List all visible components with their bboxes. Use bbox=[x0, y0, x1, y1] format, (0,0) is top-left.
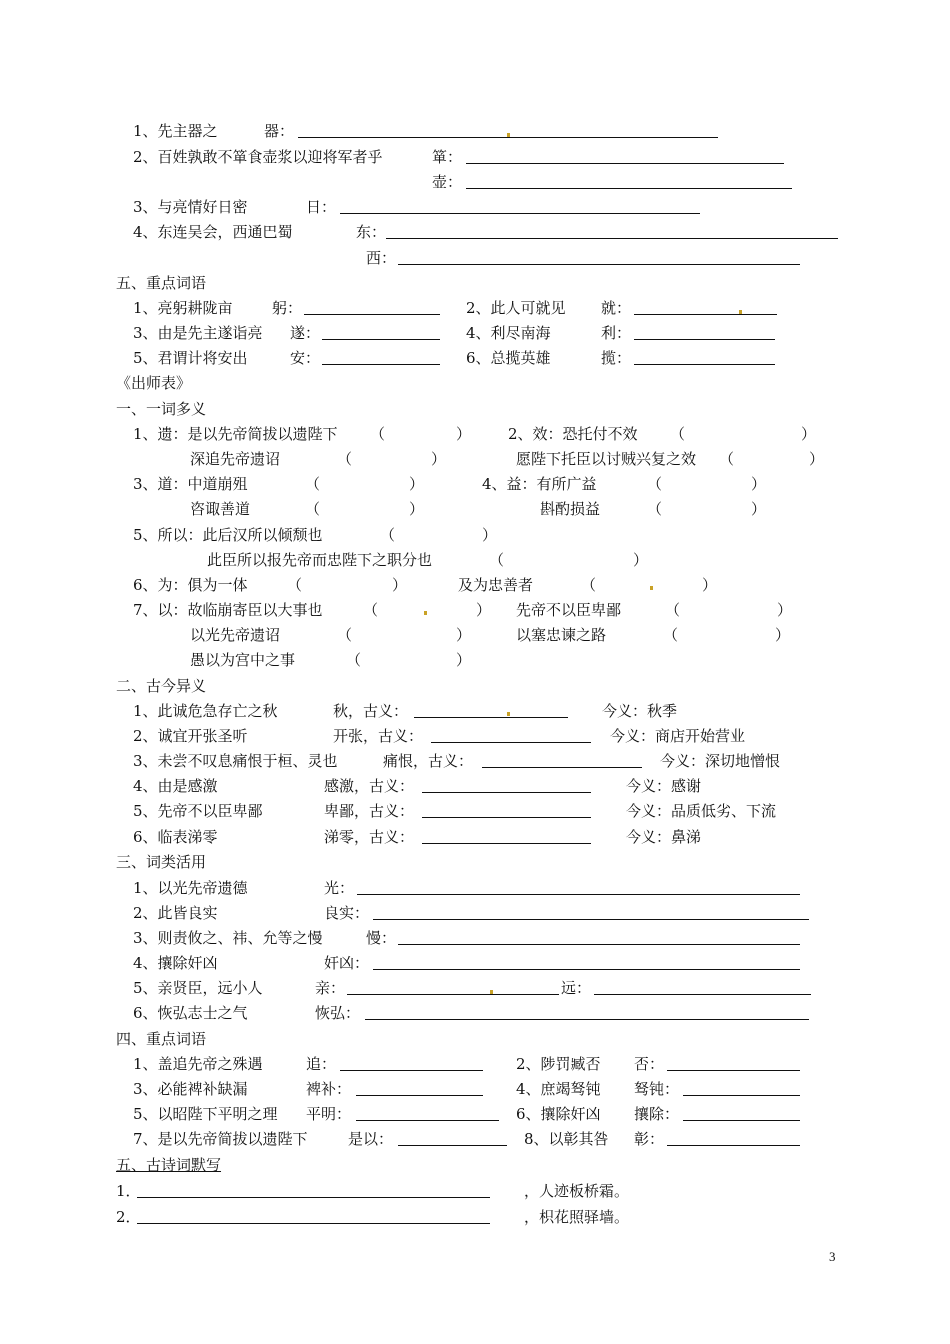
modern-meaning: 今义：感谢 bbox=[626, 777, 702, 795]
paren-open[interactable]: （ bbox=[647, 475, 663, 493]
answer-blank[interactable] bbox=[422, 843, 591, 844]
section-heading: 一、一词多义 bbox=[116, 400, 207, 418]
item-4-label-2: 西： bbox=[366, 249, 397, 267]
answer-blank[interactable] bbox=[365, 1019, 809, 1020]
paren-close: ） bbox=[801, 425, 817, 443]
answer-blank[interactable] bbox=[634, 314, 777, 315]
answer-blank[interactable] bbox=[356, 1120, 499, 1121]
ancient-label: 开张，古义： bbox=[333, 727, 424, 745]
modern-meaning: 今义：品质低劣、下流 bbox=[626, 802, 777, 820]
word-label: 平明： bbox=[306, 1105, 352, 1123]
answer-blank[interactable] bbox=[414, 717, 568, 718]
usage-label: 亲： bbox=[315, 979, 346, 997]
item-1: 1、先主器之 bbox=[133, 122, 218, 140]
answer-blank[interactable] bbox=[422, 817, 591, 818]
usage-label: 慢： bbox=[366, 929, 397, 947]
answer-blank[interactable] bbox=[357, 894, 800, 895]
paren-close: ） bbox=[775, 626, 791, 644]
word-item: 4、庶竭驽钝 bbox=[516, 1080, 601, 1098]
usage-label: 奸凶： bbox=[324, 954, 370, 972]
usage-item: 4、攘除奸凶 bbox=[133, 954, 218, 972]
ancient-label: 痛恨，古义： bbox=[383, 752, 474, 770]
item-2-label-1: 箪： bbox=[432, 148, 463, 166]
answer-blank[interactable] bbox=[398, 264, 800, 265]
answer-blank[interactable] bbox=[322, 339, 440, 340]
word-label: 驽钝： bbox=[634, 1080, 680, 1098]
paren-open[interactable]: （ bbox=[665, 601, 681, 619]
word-label: 躬： bbox=[272, 299, 303, 317]
polysemy-item: 深追先帝遗诏 bbox=[190, 450, 281, 468]
item-2: 2、百姓孰敢不箪食壶浆以迎将军者乎 bbox=[133, 148, 383, 166]
usage-label: 远： bbox=[561, 979, 592, 997]
polysemy-item: 以光先帝遗诏 bbox=[190, 626, 281, 644]
polysemy-item: 斟酌损益 bbox=[540, 500, 601, 518]
item-2-label-2: 壶： bbox=[432, 173, 463, 191]
recite-line: ，枳花照驿墙。 bbox=[524, 1208, 630, 1226]
paren-open[interactable]: （ bbox=[581, 576, 597, 594]
paren-close: ） bbox=[809, 450, 825, 468]
paren-close: ） bbox=[476, 601, 492, 619]
mark-dot bbox=[490, 990, 493, 994]
section-heading: 五、古诗词默写 bbox=[116, 1156, 222, 1174]
section-heading: 三、词类活用 bbox=[116, 853, 207, 871]
paren-close: ） bbox=[482, 526, 498, 544]
word-label: 攘除： bbox=[634, 1105, 680, 1123]
paren-open[interactable]: （ bbox=[647, 500, 663, 518]
lesson-title: 《出师表》 bbox=[116, 374, 192, 392]
polysemy-item: 7、以：故临崩寄臣以大事也 bbox=[133, 601, 323, 619]
answer-blank[interactable] bbox=[373, 919, 809, 920]
word-item: 5、君谓计将安出 bbox=[133, 349, 248, 367]
paren-close: ） bbox=[456, 425, 472, 443]
paren-open[interactable]: （ bbox=[346, 651, 362, 669]
polysemy-item: 愚以为宫中之事 bbox=[190, 651, 296, 669]
paren-open[interactable]: （ bbox=[380, 526, 396, 544]
polysemy-item: 先帝不以臣卑鄙 bbox=[516, 601, 622, 619]
paren-close: ） bbox=[777, 601, 793, 619]
paren-open[interactable]: （ bbox=[370, 425, 386, 443]
word-label: 安： bbox=[290, 349, 321, 367]
section-heading: 五、重点词语 bbox=[116, 274, 207, 292]
answer-blank[interactable] bbox=[431, 742, 591, 743]
paren-close: ） bbox=[456, 626, 472, 644]
word-item: 1、亮躬耕陇亩 bbox=[133, 299, 233, 317]
ancient-item: 4、由是感激 bbox=[133, 777, 218, 795]
modern-meaning: 今义：深切地憎恨 bbox=[660, 752, 781, 770]
recite-number: 2． bbox=[116, 1208, 141, 1226]
paren-open[interactable]: （ bbox=[337, 450, 353, 468]
answer-blank[interactable] bbox=[298, 137, 718, 138]
answer-blank[interactable] bbox=[398, 1145, 507, 1146]
word-item: 3、由是先主遂诣亮 bbox=[133, 324, 263, 342]
polysemy-item: 咨诹善道 bbox=[190, 500, 251, 518]
answer-blank[interactable] bbox=[322, 364, 440, 365]
section-heading: 四、重点词语 bbox=[116, 1030, 207, 1048]
paren-open[interactable]: （ bbox=[363, 601, 379, 619]
paren-open[interactable]: （ bbox=[663, 626, 679, 644]
answer-blank[interactable] bbox=[422, 792, 591, 793]
answer-blank[interactable] bbox=[683, 1120, 800, 1121]
word-label: 遂： bbox=[290, 324, 321, 342]
answer-blank[interactable] bbox=[356, 1095, 483, 1096]
mark-dot bbox=[424, 611, 427, 615]
ancient-label: 秋，古义： bbox=[333, 702, 409, 720]
polysemy-item: 1、遗：是以先帝简拔以遗陛下 bbox=[133, 425, 338, 443]
polysemy-item: 以塞忠谏之路 bbox=[516, 626, 607, 644]
polysemy-item: 愿陛下托臣以讨贼兴复之效 bbox=[516, 450, 697, 468]
polysemy-item: 5、所以：此后汉所以倾颓也 bbox=[133, 526, 323, 544]
ancient-item: 3、未尝不叹息痛恨于桓、灵也 bbox=[133, 752, 338, 770]
word-item: 4、利尽南海 bbox=[466, 324, 551, 342]
paren-open[interactable]: （ bbox=[287, 576, 303, 594]
answer-blank[interactable] bbox=[634, 364, 775, 365]
answer-blank[interactable] bbox=[482, 767, 642, 768]
paren-open[interactable]: （ bbox=[305, 500, 321, 518]
usage-item: 2、此皆良实 bbox=[133, 904, 218, 922]
answer-blank[interactable] bbox=[466, 163, 784, 164]
word-item: 3、必能裨补缺漏 bbox=[133, 1080, 248, 1098]
recite-line: ，人迹板桥霜。 bbox=[524, 1182, 630, 1200]
answer-blank[interactable] bbox=[304, 314, 440, 315]
answer-blank[interactable] bbox=[667, 1145, 800, 1146]
paren-close: ） bbox=[456, 651, 472, 669]
word-item: 6、攘除奸凶 bbox=[516, 1105, 601, 1123]
polysemy-item: 6、为：俱为一体 bbox=[133, 576, 248, 594]
answer-blank[interactable] bbox=[340, 213, 700, 214]
word-label: 追： bbox=[306, 1055, 337, 1073]
answer-blank[interactable] bbox=[594, 994, 811, 995]
mark-dot bbox=[650, 586, 653, 590]
answer-blank[interactable] bbox=[373, 969, 800, 970]
word-label: 否： bbox=[634, 1055, 665, 1073]
usage-item: 3、则责攸之、祎、允等之慢 bbox=[133, 929, 323, 947]
paren-close: ） bbox=[431, 450, 447, 468]
word-item: 8、以彰其咎 bbox=[524, 1130, 609, 1148]
paren-close: ） bbox=[751, 500, 767, 518]
ancient-item: 2、诚宜开张圣听 bbox=[133, 727, 248, 745]
word-item: 2、陟罚臧否 bbox=[516, 1055, 601, 1073]
answer-blank[interactable] bbox=[340, 1070, 483, 1071]
word-label: 揽： bbox=[601, 349, 632, 367]
mark-dot bbox=[739, 310, 742, 314]
word-item: 5、以昭陛下平明之理 bbox=[133, 1105, 278, 1123]
polysemy-item: 3、道：中道崩殂 bbox=[133, 475, 248, 493]
polysemy-item: 及为忠善者 bbox=[458, 576, 534, 594]
word-item: 7、是以先帝简拔以遗陛下 bbox=[133, 1130, 308, 1148]
word-label: 利： bbox=[601, 324, 632, 342]
answer-blank[interactable] bbox=[683, 1095, 800, 1096]
usage-label: 良实： bbox=[324, 904, 370, 922]
paren-open[interactable]: （ bbox=[489, 551, 505, 569]
usage-label: 光： bbox=[324, 879, 355, 897]
answer-blank[interactable] bbox=[137, 1223, 490, 1224]
answer-blank[interactable] bbox=[466, 188, 792, 189]
mark-dot bbox=[507, 133, 510, 137]
paren-close: ） bbox=[633, 551, 649, 569]
page-number: 3 bbox=[829, 1249, 836, 1264]
ancient-label: 卑鄙，古义： bbox=[324, 802, 415, 820]
ancient-item: 5、先帝不以臣卑鄙 bbox=[133, 802, 263, 820]
answer-blank[interactable] bbox=[667, 1070, 800, 1071]
word-item: 2、此人可就见 bbox=[466, 299, 566, 317]
item-3: 3、与亮情好日密 bbox=[133, 198, 248, 216]
paren-open[interactable]: （ bbox=[305, 475, 321, 493]
item-4: 4、东连吴会，西通巴蜀 bbox=[133, 223, 293, 241]
answer-blank[interactable] bbox=[347, 994, 559, 995]
answer-blank[interactable] bbox=[398, 944, 800, 945]
paren-open[interactable]: （ bbox=[337, 626, 353, 644]
ancient-item: 6、临表涕零 bbox=[133, 828, 218, 846]
mark-dot bbox=[507, 712, 510, 716]
word-item: 1、盖追先帝之殊遇 bbox=[133, 1055, 263, 1073]
answer-blank[interactable] bbox=[634, 339, 775, 340]
word-label: 就： bbox=[601, 299, 632, 317]
item-4-label-1: 东： bbox=[356, 223, 387, 241]
paren-open[interactable]: （ bbox=[670, 425, 686, 443]
item-1-label: 器： bbox=[264, 122, 295, 140]
paren-close: ） bbox=[409, 500, 425, 518]
modern-meaning: 今义：鼻涕 bbox=[626, 828, 702, 846]
usage-label: 恢弘： bbox=[315, 1004, 361, 1022]
usage-item: 5、亲贤臣，远小人 bbox=[133, 979, 263, 997]
item-3-label: 日： bbox=[306, 198, 337, 216]
word-label: 彰： bbox=[634, 1130, 665, 1148]
usage-item: 1、以光先帝遗德 bbox=[133, 879, 248, 897]
paren-close: ） bbox=[702, 576, 718, 594]
answer-blank[interactable] bbox=[137, 1197, 490, 1198]
paren-close: ） bbox=[392, 576, 408, 594]
word-label: 是以： bbox=[348, 1130, 394, 1148]
modern-meaning: 今义：秋季 bbox=[602, 702, 678, 720]
polysemy-item: 4、益：有所广益 bbox=[482, 475, 597, 493]
paren-open[interactable]: （ bbox=[719, 450, 735, 468]
usage-item: 6、恢弘志士之气 bbox=[133, 1004, 248, 1022]
modern-meaning: 今义：商店开始营业 bbox=[610, 727, 746, 745]
ancient-label: 感激，古义： bbox=[324, 777, 415, 795]
ancient-label: 涕零，古义： bbox=[324, 828, 415, 846]
word-item: 6、总揽英雄 bbox=[466, 349, 551, 367]
polysemy-item: 2、效：恐托付不效 bbox=[508, 425, 638, 443]
ancient-item: 1、此诚危急存亡之秋 bbox=[133, 702, 278, 720]
polysemy-item: 此臣所以报先帝而忠陛下之职分也 bbox=[207, 551, 433, 569]
paren-close: ） bbox=[751, 475, 767, 493]
section-heading: 二、古今异义 bbox=[116, 677, 207, 695]
word-label: 裨补： bbox=[306, 1080, 352, 1098]
recite-number: 1． bbox=[116, 1182, 141, 1200]
answer-blank[interactable] bbox=[386, 238, 838, 239]
paren-close: ） bbox=[409, 475, 425, 493]
